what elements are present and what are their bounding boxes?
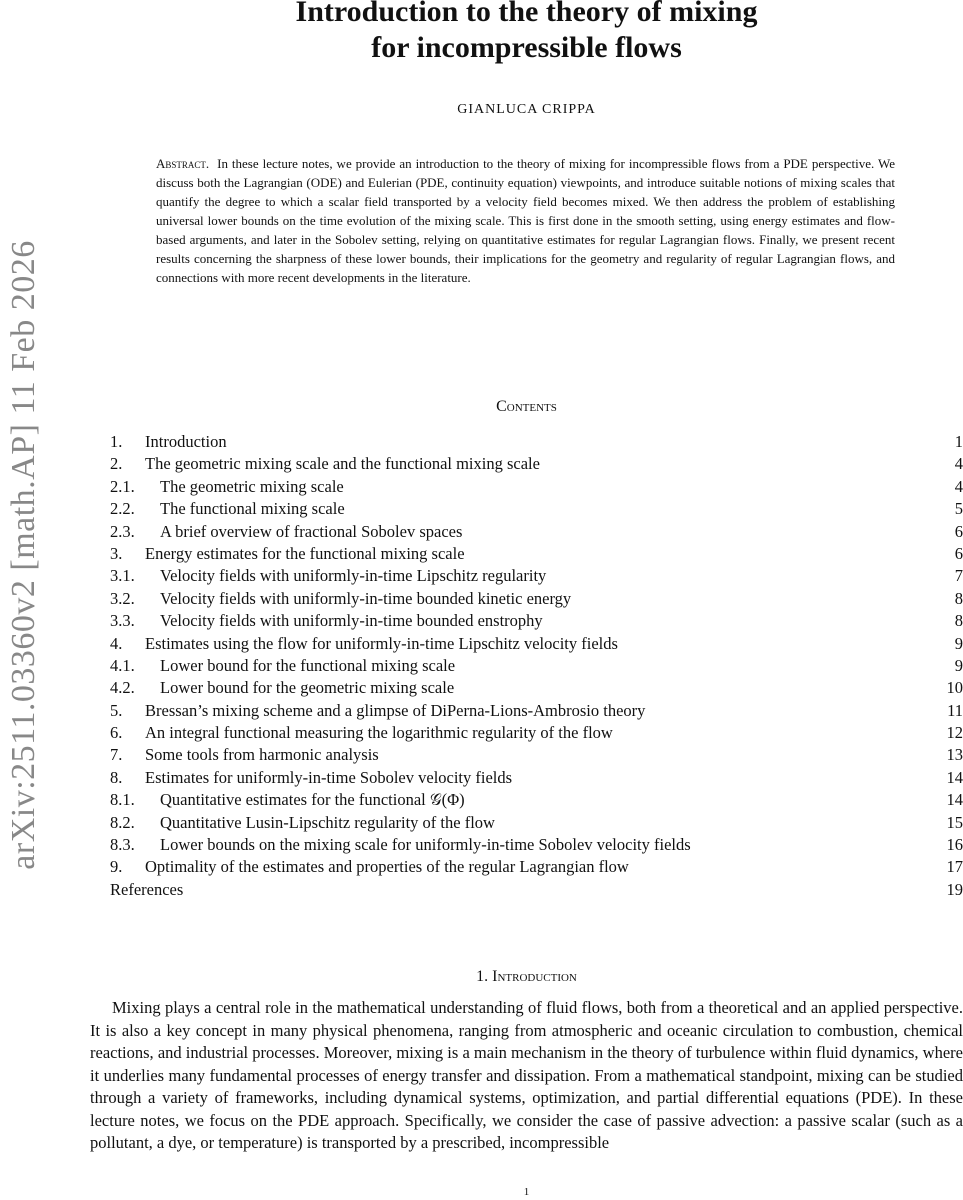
toc-entry[interactable]	[110, 879, 963, 901]
toc-entry[interactable]	[110, 633, 963, 655]
author-name: GIANLUCA CRIPPA	[457, 102, 596, 117]
toc-entry-title: The geometric mixing scale	[160, 476, 344, 496]
toc-entry-title: Lower bound for the functional mixing scale	[160, 655, 456, 675]
paper-title	[90, 0, 963, 66]
toc-entry[interactable]	[110, 700, 963, 722]
toc-entry-page: 7	[954, 566, 963, 586]
toc-entry-number: 3.2.	[110, 588, 135, 608]
toc-entry-title: Velocity fields with uniformly-in-time bounded enstrophy	[160, 611, 543, 631]
toc-entry-title: A brief overview of fractional Sobolev spaces	[160, 521, 463, 541]
paper-title-line-1: Introduction to the theory of mixing	[295, 0, 758, 28]
abstract	[156, 154, 895, 287]
toc-entry-title: The geometric mixing scale and the functional mixing scale	[145, 454, 540, 474]
toc-entry[interactable]	[110, 588, 963, 610]
toc-entry-number: 2.3.	[110, 521, 135, 541]
toc-entry-page: 12	[946, 723, 963, 743]
toc-entry-page: 8	[954, 588, 963, 608]
toc-entry-number: 4.1.	[110, 655, 135, 675]
toc-entry-number: 8.	[110, 767, 123, 787]
toc-entry-page: 6	[954, 543, 963, 563]
section-number: 1.	[476, 968, 489, 985]
toc-entry-title: Estimates for uniformly-in-time Sobolev velocity fields	[145, 767, 513, 787]
toc-entry[interactable]	[110, 476, 963, 498]
toc-entry-page: 9	[954, 655, 963, 675]
toc-entry-title: References	[110, 879, 184, 899]
section-heading	[90, 968, 963, 986]
toc-entry[interactable]	[110, 498, 963, 520]
table-of-contents	[110, 431, 963, 901]
toc-entry-page: 15	[946, 812, 963, 832]
abstract-text: In these lecture notes, we provide an introduction to the theory of mixing for incompressible flows from a PDE perspective. We discuss both the Lagrangian (ODE) and Eulerian (PDE, continuity equation) viewpoints, and introduce suitable notions of mixing scales that quantify the degree to which a scalar field transported by a velocity field becomes mixed. We then address the problem of establishing universal lower bounds on the time evolution of the mixing scale. This is first done in the smooth setting, using energy estimates and flow-based arguments, and later in the Sobolev setting, relying on quantitative estimates for regular Lagrangian flows. Finally, we present recent results concerning the sharpness of these lower bounds, their implications for the geometry and regularity of regular Lagrangian flows, and connections with more recent developments in the literature.	[156, 156, 895, 285]
toc-entry-number: 8.2.	[110, 812, 135, 832]
toc-entry-number: 1.	[110, 432, 123, 451]
toc-entry-page: 5	[954, 499, 963, 519]
toc-entry-title: An integral functional measuring the logarithmic regularity of the flow	[145, 723, 613, 743]
toc-entry-page: 1	[954, 432, 963, 451]
toc-entry-title: Bressan’s mixing scheme and a glimpse of DiPerna-Lions-Ambrosio theory	[145, 700, 646, 720]
toc-entry[interactable]	[110, 565, 963, 587]
toc-entry-page: 14	[946, 790, 963, 810]
toc-entry-number: 4.	[110, 633, 123, 653]
toc-entry-number: 2.	[110, 454, 123, 474]
page-number: 1	[523, 1186, 530, 1198]
toc-entry-page: 11	[947, 700, 963, 720]
toc-entry[interactable]	[110, 834, 963, 856]
toc-entry[interactable]	[110, 521, 963, 543]
toc-entry-number: 3.3.	[110, 611, 135, 631]
toc-entry-title: Lower bound for the geometric mixing scale	[160, 678, 455, 698]
toc-entry-title: Velocity fields with uniformly-in-time bounded kinetic energy	[160, 588, 572, 608]
toc-entry-page: 6	[954, 521, 963, 541]
arxiv-identifier-margin	[0, 0, 40, 1200]
toc-entry[interactable]	[110, 744, 963, 766]
toc-entry-title: Estimates using the flow for uniformly-in-time Lipschitz velocity fields	[145, 633, 618, 653]
toc-entry-number: 6.	[110, 723, 123, 743]
toc-entry-number: 3.	[110, 543, 123, 563]
toc-entry-page: 10	[946, 678, 963, 698]
intro-paragraph: Mixing plays a central role in the mathematical understanding of fluid flows, both from a theoretical and an applied perspective. It is also a key concept in many physical phenomena, ranging from atmospheric and oceanic circulation to combustion, chemical reactions, and industrial processes. Moreover, mixing is a main mechanism in the theory of turbulence within fluid dynamics, where it underlies many fundamental processes of energy transfer and dissipation. From a mathematical standpoint, mixing can be studied through a variety of frameworks, including dynamical systems, optimization, and partial differential equations (PDE). In these lecture notes, we focus on the PDE approach. Specifically, we consider the case of passive advection: a passive scalar (such as a pollutant, a dye, or temperature) is transported by a prescribed, incompressible	[90, 998, 963, 1152]
toc-entry[interactable]	[110, 856, 963, 878]
toc-entry-number: 5.	[110, 700, 123, 720]
toc-entry-page: 4	[954, 454, 963, 474]
toc-entry-number: 7.	[110, 745, 123, 765]
toc-entry-title: Lower bounds on the mixing scale for uniformly-in-time Sobolev velocity fields	[160, 835, 691, 855]
toc-entry-page: 17	[946, 857, 963, 877]
toc-entry-number: 9.	[110, 857, 123, 877]
toc-entry-number: 3.1.	[110, 566, 135, 586]
toc-entry-title: Quantitative Lusin-Lipschitz regularity of the flow	[160, 812, 495, 832]
toc-entry-number: 8.1.	[110, 790, 135, 810]
abstract-label: Abstract.	[156, 156, 210, 171]
toc-entry-page: 16	[946, 835, 963, 855]
toc-entry[interactable]	[110, 722, 963, 744]
paper-title-line-2: for incompressible flows	[371, 31, 682, 64]
toc-entry[interactable]	[110, 812, 963, 834]
section-title: Introduction	[492, 968, 577, 985]
toc-entry[interactable]	[110, 677, 963, 699]
toc-entry-number: 2.2.	[110, 499, 135, 519]
toc-entry-page: 4	[954, 476, 963, 496]
toc-entry-number: 2.1.	[110, 476, 135, 496]
toc-entry-page: 14	[946, 767, 963, 787]
toc-entry[interactable]	[110, 610, 963, 632]
toc-entry-title: The functional mixing scale	[160, 499, 345, 519]
toc-entry[interactable]	[110, 655, 963, 677]
toc-entry-page: 8	[954, 611, 963, 631]
arxiv-identifier: arXiv:2511.03360v2 [math.AP] 11 Feb 2026	[5, 240, 42, 870]
toc-entry-title: Optimality of the estimates and properties of the regular Lagrangian flow	[145, 857, 629, 877]
toc-entry[interactable]	[110, 453, 963, 475]
toc-entry-title: Some tools from harmonic analysis	[145, 745, 379, 765]
toc-entry-number: 4.2.	[110, 678, 135, 698]
toc-entry-title: Quantitative estimates for the functional 𝒢(Φ)	[160, 790, 465, 810]
toc-entry-page: 19	[946, 879, 963, 899]
toc-entry-title: Introduction	[145, 432, 227, 451]
toc-entry[interactable]	[110, 431, 963, 453]
toc-entry-number: 8.3.	[110, 835, 135, 855]
toc-entry[interactable]	[110, 543, 963, 565]
toc-entry[interactable]	[110, 767, 963, 789]
toc-entry-page: 13	[946, 745, 963, 765]
toc-entry-title: Velocity fields with uniformly-in-time Lipschitz regularity	[160, 566, 547, 586]
contents-heading: Contents	[496, 398, 557, 415]
toc-entry-title: Energy estimates for the functional mixing scale	[145, 543, 465, 563]
toc-entry[interactable]	[110, 789, 963, 811]
toc-entry-page: 9	[954, 633, 963, 653]
